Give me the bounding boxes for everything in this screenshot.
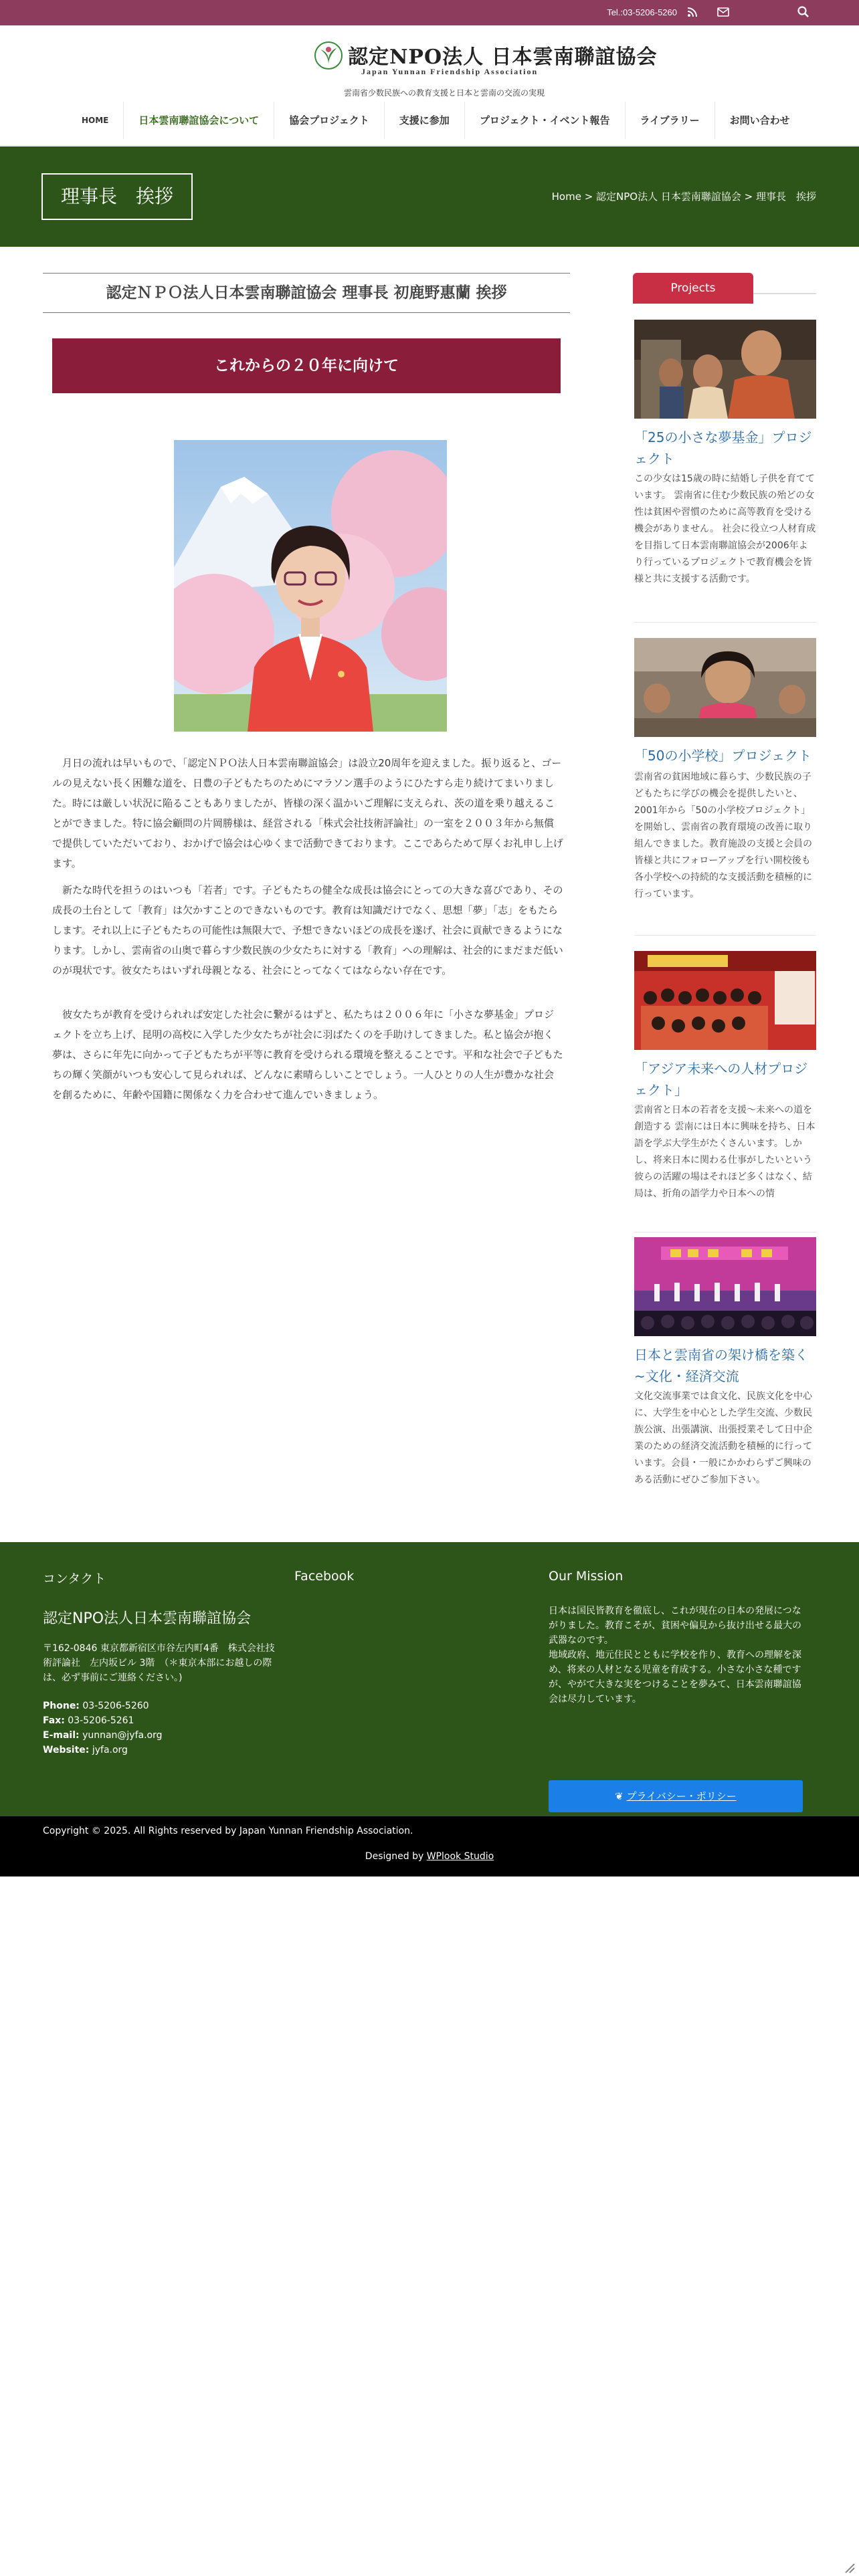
project-card-image[interactable] [634, 320, 816, 419]
chairperson-photo [174, 440, 447, 732]
nav-reports[interactable]: プロジェクト・イベント報告 [465, 102, 626, 139]
greeting-paragraph-2: 新たな時代を担うのはいつも「若者」です。子どもたちの健全な成長は協会にとっての大きな喜びであり、その成長の土台として「教育」は欠かすことのできないものです。教育は知識だけでなく、思想「夢」「志」をもたらします。それ以上に子どもたちの可能性は無限大で、予想できないほどの成長を遂げ、社会に貢献できるようになります。しかし、雲南省の山奥で暮らす少数民族の少女たちに対する「教育」への理解は、社会的にまだまだ低いのが現状です。彼女たちはいずれ母親となる、社会にとってなくてはならない存在です。 [52, 884, 563, 976]
breadcrumb[interactable]: Home > 認定NPO法人 日本雲南聯誼協会 > 理事長 挨拶 [551, 191, 816, 203]
project-card-image[interactable] [634, 638, 816, 737]
nav-about[interactable]: 日本雲南聯誼協会について [124, 102, 274, 139]
divider [634, 622, 816, 623]
greeting-paragraph-3: 彼女たちが教育を受けられれば安定した社会に繋がるはずと、私たちは２００６年に「小さな夢基金」プロジェクトを立ち上げ、昆明の高校に入学した少女たちが社会に羽ばたくのを手助けしてきました。私と協会が抱く夢は、さらに年先に向かって子どもたちが平等に教育を受けられる環境を整えることです。平和な社会で子どもたちの輝く笑顔がいつも安心して見られれば、どんなに素晴らしいことでしょう。一人ひとりの人生が豊かな社会を創るために、年齢や国籍に関係なく力を合わせて進んでいきましょう。 [52, 1008, 563, 1101]
designed-by-prefix: Designed by [365, 1851, 427, 1862]
privacy-policy-button[interactable] [549, 1780, 803, 1812]
project-card-title[interactable]: 「50の小学校」プロジェクト [634, 748, 812, 764]
main-nav [67, 102, 805, 139]
footer-contact-heading: コンタクト [43, 1572, 106, 1586]
sidebar-tab-projects[interactable]: Projects [633, 273, 753, 304]
project-card-title[interactable]: 日本と雲南省の架け橋を築く~文化・経済交流 [634, 1347, 808, 1384]
project-card-image[interactable] [634, 1237, 816, 1336]
site-logo[interactable] [314, 40, 658, 100]
nav-contact[interactable]: お問い合わせ [729, 114, 790, 126]
footer-contact [43, 1569, 284, 1757]
logo-name: 認定NPO法人 日本雲南聯誼協会 [348, 45, 658, 69]
designer-link[interactable]: WPlook Studio [426, 1851, 494, 1862]
footer-phone[interactable]: 03-5206-5260 [82, 1701, 149, 1711]
nav-projects[interactable]: 協会プロジェクト [274, 102, 385, 139]
nav-support[interactable]: 支援に参加 [385, 102, 465, 139]
fax-label: Fax: [43, 1715, 65, 1726]
project-card-title[interactable]: 「25の小さな夢基金」プロジェクト [634, 429, 812, 467]
logo-tagline: 雲南省少数民族への教育支援と日本と雲南の交流の実現 [344, 88, 545, 98]
footer-facebook [294, 1569, 535, 1604]
site-header [0, 25, 859, 146]
logo-mark-icon [314, 41, 343, 70]
top-bar [0, 0, 859, 25]
footer-org-name: 認定NPO法人日本雲南聯誼協会 [43, 1610, 252, 1627]
footer-mission-text: 日本は国民皆教育を徹底し、これが現在の日本の発展につながりました。教育こそが、貧困や偏見から抜け出せる最大の武器なのです。 地域政府、地元住民とともに学校を作り、教育への理解を深め、将来の人材となる児童を育成する。小さな小さな種ですが、やがて大きな実をつけることを夢みて、日本雲南聯誼協会は尽力しています。 [549, 1606, 801, 1705]
rss-icon[interactable] [685, 5, 700, 19]
footer-website[interactable]: jyfa.org [92, 1745, 128, 1755]
copyright-bar [0, 1816, 859, 1876]
project-card-title[interactable]: 「アジア未来への人材プロジェクト」 [634, 1061, 808, 1098]
footer-facebook-heading: Facebook [294, 1569, 355, 1584]
email-label: E-mail: [43, 1730, 80, 1741]
nav-home[interactable]: HOME [67, 102, 124, 139]
footer-address: 〒162-0846 東京都新宿区市谷左内町4番 株式会社技術評論社 左内坂ビル 3階 （＊東京本部にお越しの際は、必ず事前にご連絡ください。) [43, 1643, 275, 1683]
search-icon[interactable] [796, 5, 811, 19]
nav-library[interactable]: ライブラリー [626, 102, 715, 139]
footer-email[interactable]: yunnan@jyfa.org [82, 1730, 163, 1741]
greeting-paragraph-1: 月日の流れは早いもので、「認定ＮＰＯ法人日本雲南聯誼協会」は設立20周年を迎えました。振り返ると、ゴールの見えない長く困難な道を、日豊の子どもたちのためにマラソン選手のようにひたすら走り続けてまいりました。時には厳しい状況に陥ることもありましたが、皆様の深く温かいご理解に支えられ、茨の道を乗り越えることができました。特に協会顧問の片岡勝様は、経営される「株式会社技術評論社」の一室を２００３年から無償で提供していただいており、おかげで協会は心ゆくまで活動できております。ここであらためて厚くお礼申し上げます。 [52, 757, 563, 869]
privacy-policy-label: プライバシー・ポリシー [626, 1790, 737, 1802]
phone-label: Phone: [43, 1701, 80, 1711]
article-subheading: これからの２０年に向けて [52, 338, 561, 393]
resize-handle-icon[interactable] [844, 2563, 855, 2573]
mail-icon[interactable] [716, 5, 731, 19]
article-heading: 認定ＮＰＯ法人日本雲南聯誼協会 理事長 初鹿野惠蘭 挨拶 [43, 273, 570, 313]
project-card-image[interactable] [634, 951, 816, 1050]
project-card-description: この少女は15歳の時に結婚し子供を育てています。 雲南省に住む少数民族の殆どの女性は貧困や習慣のために高等教育を受ける機会がありません。 社会に役立つ人材育成を目指して日本雲南聯誼協会が2006年より行っているプロジェクトで教育機会を皆様と共に支援する活動です。 [634, 473, 816, 584]
footer-fax: 03-5206-5261 [68, 1715, 134, 1726]
page-title: 理事長 挨拶 [41, 173, 193, 220]
leaf-icon: ❦ [615, 1790, 624, 1802]
logo-english-name: Japan Yunnan Friendship Association [361, 67, 539, 76]
website-label: Website: [43, 1745, 90, 1755]
project-card-description: 雲南省の貧困地域に暮らす、少数民族の子どもたちに学びの機会を提供したいと、2001年から「50の小学校プロジェクト」を開始し、雲南省の教育環境の改善に取り組んできました。教育施設の支援と会員の皆様と共にフォローアップを行い開校後も各小学校への持続的な支援活動を積極的に行っています。 [634, 772, 812, 899]
top-phone[interactable]: Tel.:03-5206-5260 [607, 7, 677, 17]
footer-mission-heading: Our Mission [549, 1569, 624, 1584]
page-banner [0, 146, 859, 247]
project-card-description: 文化交流事業では食文化、民族文化を中心に、大学生を中心とした学生交流、少数民族公演、出張講演、出張授業そして日中企業のための経済交流活動を積極的に行っています。会員・一般にかかわらずご興味のある活動にぜひご参加下さい。 [634, 1391, 812, 1485]
project-card-description: 雲南省と日本の若者を支援〜未来への道を創造する 雲南には日本に興味を持ち、日本語を学ぶ大学生がたくさんいます。しかし、将来日本に関わる仕事がしたいという彼らの活躍の場はそれほど多くはなく、結局は、折角の語学力や日本への情 [634, 1105, 816, 1199]
site-footer [0, 1542, 859, 1816]
copyright-text: Copyright © 2025. All Rights reserved by Japan Yunnan Friendship Association. [43, 1826, 413, 1836]
designed-by [0, 1851, 859, 1862]
footer-mission [549, 1569, 803, 1802]
divider [634, 935, 816, 936]
